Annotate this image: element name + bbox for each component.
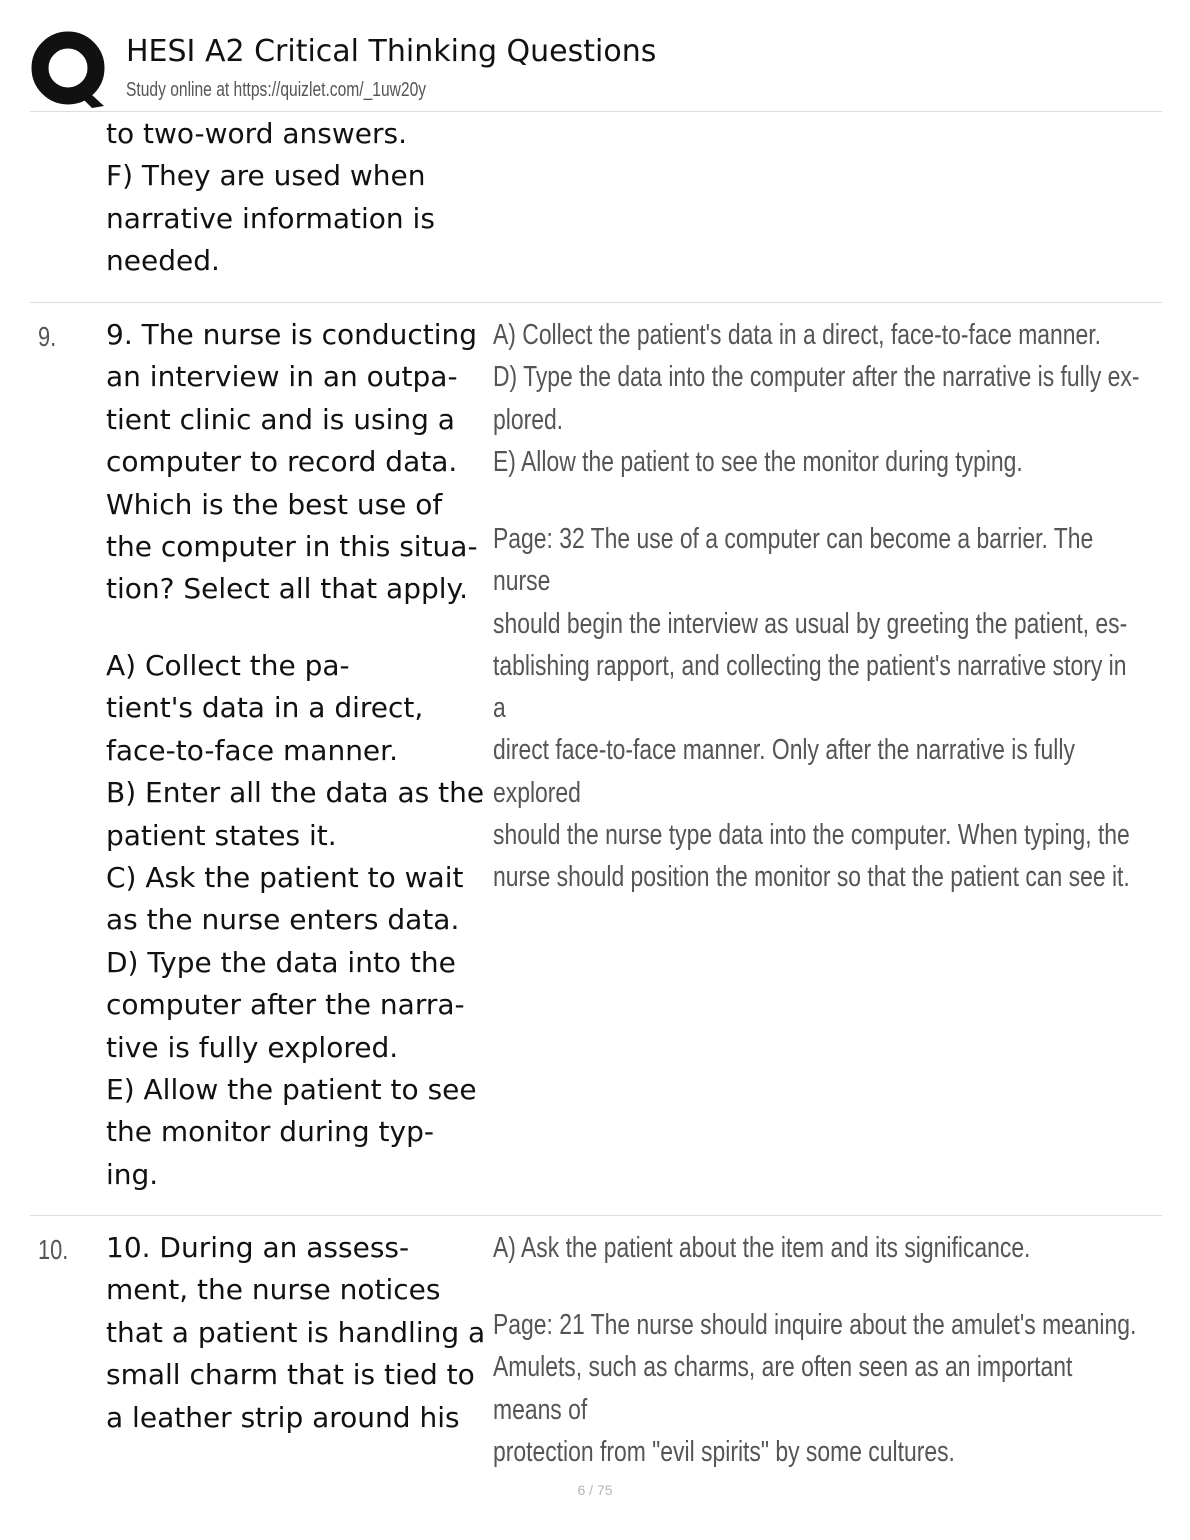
card-number: 10. [38, 1234, 69, 1265]
card-number: 9. [38, 321, 57, 352]
card-divider [30, 1215, 1162, 1216]
answer-rationale: Page: 21 The nurse should inquire about the amulet's meaning. Amulets, such as charms, are often seen as an important means of protection from "evil spirits" by some cultures. [493, 1309, 1137, 1468]
question-options: A) Collect the pa- tient's data in a direct, face-to-face manner. B) Enter all the data as the patient states it. C) Ask the patient to wait as the nurse enters data. D) Type the data into the computer after the narra- tive is fully explored. E) Allow the patient to see the monitor during typ- ing. [106, 649, 485, 1191]
answer-text: A) Collect the patient's data in a direct, face-to-face manner. D) Type the data into the computer after the narrative is fully ex- plored. E) Allow the patient to see the monitor during typing. [493, 319, 1140, 478]
question-text: 10. During an assess- ment, the nurse notices that a patient is handling a small charm that is tied to a leather strip around his [106, 1231, 486, 1434]
answer-text: A) Ask the patient about the item and its significance. [493, 1232, 1031, 1264]
header-divider [30, 111, 1162, 112]
question-text: 9. The nurse is conducting an interview in an outpa- tient clinic and is using a computer to record data. Which is the best use of the computer in this situa- tion? Select all that apply. [106, 318, 478, 606]
card-divider [30, 302, 1162, 303]
quizlet-logo-icon [30, 30, 110, 108]
study-link[interactable]: Study online at https://quizlet.com/_1uw20y [126, 79, 427, 101]
document-title: HESI A2 Critical Thinking Questions [126, 34, 657, 69]
page-number: 6 / 75 [577, 1482, 613, 1498]
answer-rationale: Page: 32 The use of a computer can become a barrier. The nurse should begin the interview as usual by greeting the patient, es- tablishing rapport, and collecting the patient's narrative story in a direct face-to-face manner. Only after the narrative is fully explored should the nurse type data into the computer. When typing, the nurse should position the monitor so that the patient can see it. [493, 523, 1130, 894]
document-header [0, 0, 1190, 112]
continued-question-text: to two-word answers. F) They are used when narrative information is needed. [106, 117, 435, 278]
